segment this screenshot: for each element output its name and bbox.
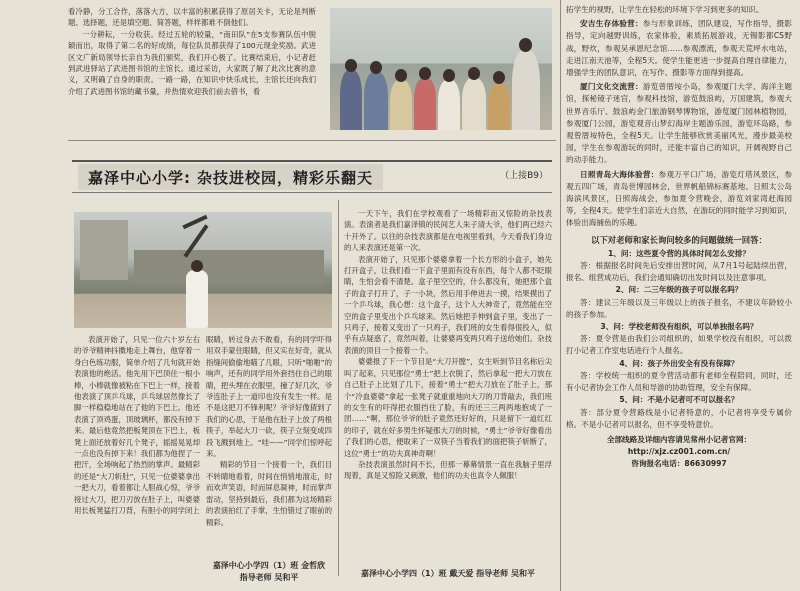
a1: 答：根据报名时间先后安排出营时间，从7月1号起陆续出营，报名、组营成功后，我们会通知确切出发时间以及注意事项。 [566, 261, 792, 283]
credit-left-teacher: 指导老师 吴和平 [239, 573, 299, 582]
feature-col-b [206, 334, 332, 556]
a2: 答：建议三年级以及三年级以上的孩子报名，不建议年龄较小的孩子参加。 [566, 297, 792, 319]
col-b-text-2: 精彩的节目一个接着一个，我们目不转睛地看着，时间在悄悄地溜走，时而欢声笑语，时而屏息凝神，时而掌声雷动，坚持到最后，我们都为这场精彩的表演拍红了手掌，生怕错过了眼前的精彩。 [206, 460, 332, 527]
credit-right [344, 568, 552, 580]
feature-col-c [344, 208, 552, 564]
feature-school: 嘉泽中心小学: [88, 168, 191, 187]
credit-right-student: 嘉泽中心小学四（1）班 戴天爱 指导老师 吴和平 [361, 569, 535, 578]
crowd [134, 250, 324, 284]
camp-anji-body: 参与形象训练，团队建设，写作指导，摄影指导，定向越野训练，农家体验，素质拓展游戏，无锡影都CS野战，野炊，参观吴承恩纪念馆……参观漂流，参观天荒坪水电站，走进江南天池等，全程5天。使学生能更进一步提高自理自律能力，增强学生的团队意识，在写作、摄影等方面得到提高。 [566, 19, 793, 78]
camp-xiamen-title: 厦门文化交流营： [580, 82, 643, 92]
divider [68, 140, 556, 141]
performer-head [191, 260, 203, 272]
col-c-text: 一天下午，我们在学校观看了一场精彩而又惊险的杂技表演。表演者是我们嘉泽镇的民间艺人朱子清大爷，他们两已经六十开外了。以往的杂技表演都是在电视里看到，今天看我们身边的人来表演还是第一次。 [344, 209, 552, 253]
q1: 1、问：这些夏令营的具体时间怎么安排？ [608, 248, 750, 258]
camp-xiamen-body: 游览曾厝垵小岛，参观厦门大学、海洋主题馆，探秘镜子迷宫，参观科技馆，游览鼓浪屿，万国建筑，参观大世界音乐厅、鼓浪屿金门旅游钢琴博物馆，游览厦门园林植物园，参观厦门公园，游览观音山梦幻海岸主题游乐园，游览环岛路，参观曾厝垵特色，全程5天。让学生能够欣赏美丽风光，漫步最美校园，学生在参观游玩的同时，还能丰富自己的知识，开阔视野自己的动手能力。 [566, 82, 793, 165]
col-a-text: 表演开始了，只见一位六十岁左右的爷爷精神抖擞地走上舞台，他穿着一身白色练功服，简单介绍了几句就开始表演他的绝活。他先用下巴顶住一根小棒，小棒就像被粘在下巴上一样，接着他表演了顶乒乓球，乒乓球居然像长了脚一样稳稳地站在了他的下巴上。他还表演了顶鸡蛋，顶玻璃杯，都没有掉下来。最后他竟然把板凳顶在下巴上，板凳上面还放着好几个凳子，摇摇晃晃却一点也没有掉下来！我们都为他捏了一把汗，全场响起了热烈的掌声。最精彩的还是“大刀斩肚”，只见一位婆婆拿出一把大刀，看着都让人胆战心惊，爷爷接过大刀，把刀刃放在肚子上，叫婆婆用长板凳猛打刀背，有胆小的同学闭上 [74, 335, 200, 516]
feature-col-a [74, 334, 200, 584]
top-story [68, 6, 316, 136]
camp-anji-title: 安吉生存体验营： [580, 19, 643, 29]
q4: 4、问：孩子外出安全有没有保障？ [619, 358, 739, 368]
column-divider [560, 0, 561, 591]
col-c-text-3: 婆婆报了下一个节目是“大刀开膛”，女生听到节目名称后尖叫了起来，只见那位“勇士”把上衣脱了，然后拿起一把大刀放在自己肚子上比划了几下，接着“勇士”把大刀放在了肚子上，那个“冷血婆婆”拿起一张凳子就重重地向大刀的刀背敲去，我们班的女生有的吓得把衣服挡住了脸，有的还三三两两地抱成了一团……“啊，那位爷爷的肚子竟然还好好的，只是留下一道红红的印子，就在好多男生怀疑那大刀的时候，“勇士”爷爷好像看出了我们的心思，便取来了一双筷子当着我们的面把筷子斩断了，这位“勇士”的功夫真神奇啊！ [344, 357, 552, 458]
feature-title: 杂技进校园，精彩乐翻天 [197, 168, 374, 187]
top-story-para1: 看冷静，分工合作，落落大方，以丰富的积累获得了原居关卡，无论是判断题、选择题，还是填空题、简答题，样样都难不倒他们。 [68, 7, 316, 28]
footer-url[interactable]: http://xjz.cz001.com.cn/ [627, 447, 731, 457]
q5: 5、问：不是小记者可不可以报名？ [619, 395, 739, 405]
footer-site-label: 全部线路及详细内容请见常州小记者官网： [606, 434, 752, 444]
feature-title-box [78, 164, 383, 190]
a5: 答：部分夏令营路线是小记者特意的，小记者将享受专属价格。不是小记者可以报名，但不享受特意价。 [566, 407, 792, 429]
building-left [80, 220, 128, 280]
a3: 答：夏令营是由我们公司组织的，如果学校没有组织，可以拨打小记者工作室电话进行个人报名。 [566, 334, 792, 356]
q2: 2、问：二三年级的孩子可以报名吗？ [615, 285, 743, 295]
qa-heading: 以下对老师和家长询问较多的问题做统一回答： [591, 234, 767, 245]
feature-banner [72, 160, 552, 193]
continued-tag: （上接B9） [500, 171, 548, 181]
col-c-text-4: 杂技表演虽然时间不长，但那一幕幕情景一直在我脑子里浮现着，真是又惊险又刺激，他们的功夫也真令人佩服！ [344, 459, 552, 481]
camp-rizhao [566, 169, 792, 230]
group-photo-top [330, 8, 552, 130]
camp-xiamen [566, 81, 792, 166]
col-b-text: 眼睛，转过身去不敢看，有的同学吓得用双手蒙住眼睛，但又实在好奇，就从指缝间偷偷地瞄了几眼，只听“啪啪”的响声，还有的同学用外套挡住自己的眼睛，把头埋在衣服里，撞了好几次，爷爷连肚子上一道印也没有发生一样。是不是这把刀不锋利呢？爷爷好像猜到了我们的心思，于是他在肚子上放了两根筷子，举起大刀一砍，筷子立刻变成四段飞溅到地上。“哇——”同学们惊呼起来。 [206, 335, 332, 459]
credit-left [206, 560, 332, 583]
feature-divider [338, 200, 339, 576]
top-story-para2: 一分耕耘，一分收获。经过五轮的较量，“南田队”在5支参赛队伍中脱颖而出，取得了第二名的好成绩，每位队员都获得了100元现金奖励。武进区文广新局领导长亲自为我们颁奖，我们开心极了。比赛结束后，小记者赶到武进驿站了武进图书馆的主馆长。通过采访，大家既了解了此次比赛的意义，又明确了自身的职责。一路一路，在知识中快乐成长，主馆长还向我们介绍了武进图书馆的藏书量，并热情欢迎我们前去借书，看 [68, 29, 316, 96]
credit-left-student: 嘉泽中心小学四（1）班 金哲欣 [212, 561, 326, 570]
camp-rizhao-body: 参观万平口广场，游览灯塔风景区，参观五四广场，青岛世博园林会，世界帆船锦标赛基地、日照太公岛海滨风景区，日照海战会，参加夏令营晚会，游览刘家湾赶海园等，全程4天。使学生们亲近大自然，在游玩的同时能学习到知识，体验出海捕鱼的乐趣。 [566, 169, 793, 228]
col-c-text-2: 表演开始了，只见那个婆婆拿着一个长方形的小盒子，她先打开盒子，让我们看一下盒子里面有没有东西，每个人都不眨眼睛，生怕会看不清楚。盒子里空空的，什么都没有，她把那个盒子的盒子打开了，子一小块，然后用手伸进去一摸，结果摸出了一个乒乓球，我心想：这个盒子，这个人大神奇了，竟然能在空空的盒子里变出个乒乓球来。然后她把手伸到盒子里，变出了一只鸡子，接着又变出了一只鸡子，我们班的女生看得很投入，似乎有点疑惑了，竟然叫着，让婆婆再变两只鸡子送给她们。杂技表演的顶目一个接着一个。 [344, 254, 552, 355]
right-column [566, 4, 792, 584]
acrobat-photo [74, 212, 332, 328]
a4: 答：学校统一组织的夏令营活动都有老师全程陪同，同时，还有小记者协会工作人员和导游的协助管理，安全有保障。 [566, 370, 792, 393]
camp-anji [566, 18, 792, 79]
footer-phone: 咨询报名电话：86630997 [631, 459, 727, 469]
right-intro: 拓学生的视野，让学生在轻松的环境下学习到更多的知识。 [566, 5, 764, 14]
camp-rizhao-title: 日照青岛大海体验营： [580, 169, 659, 179]
q3: 3、问：学校老师没有组织，可以单独报名吗？ [600, 322, 758, 332]
performer [186, 270, 208, 328]
